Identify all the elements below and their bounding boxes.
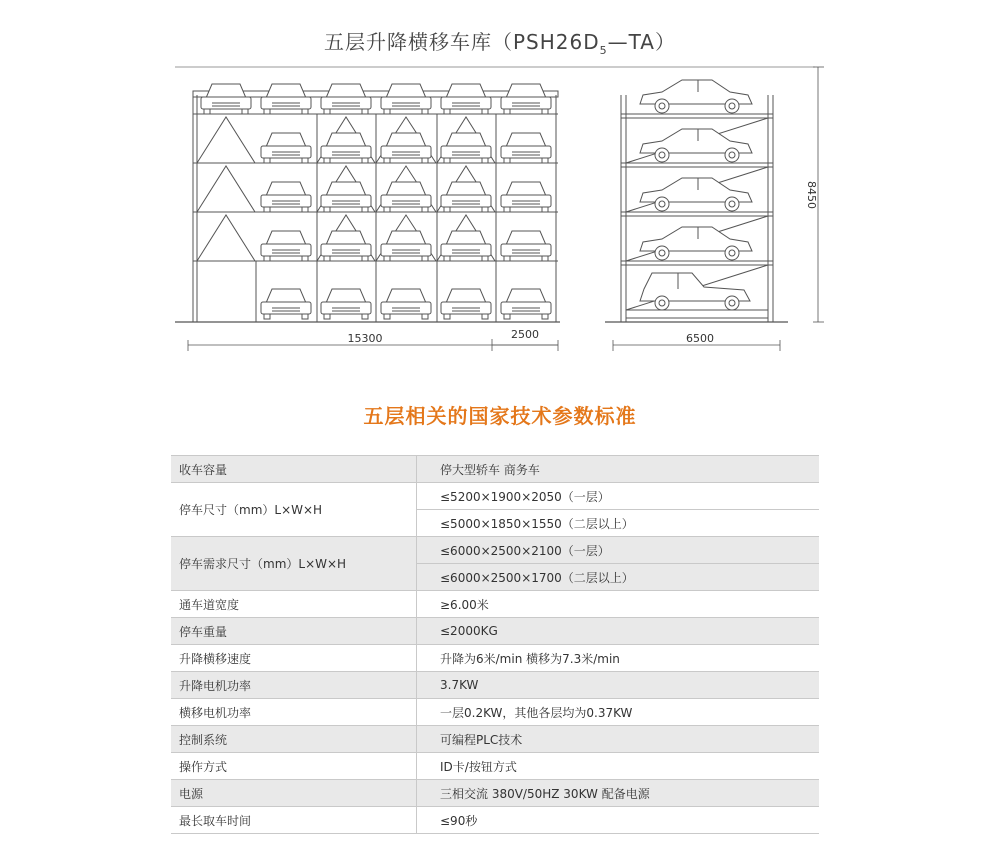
car-side-icon <box>640 129 752 162</box>
dim-total-width: 15300 <box>347 332 383 345</box>
spec-key: 操作方式 <box>171 753 417 780</box>
car-front-icon <box>321 289 371 319</box>
spec-value: ≤5000×1850×1550（二层以上） <box>417 510 820 537</box>
spec-key: 横移电机功率 <box>171 699 417 726</box>
car-front-icon <box>441 84 491 114</box>
car-front-icon <box>441 289 491 319</box>
spec-key: 停车需求尺寸（mm）L×W×H <box>171 537 417 591</box>
page-title <box>0 26 1000 57</box>
spec-key: 收车容量 <box>171 456 417 483</box>
dim-height: 8450 <box>805 181 818 209</box>
car-front-icon <box>441 133 491 163</box>
spec-key: 控制系统 <box>171 726 417 753</box>
spec-value: 三相交流 380V/50HZ 30KW 配备电源 <box>417 780 820 807</box>
spec-value: 升降为6米/min 横移为7.3米/min <box>417 645 820 672</box>
car-front-icon <box>261 231 311 261</box>
car-side-icon <box>640 273 750 310</box>
table-row <box>171 780 819 807</box>
spec-table <box>171 455 819 834</box>
car-front-icon <box>261 133 311 163</box>
spec-value: ≤5200×1900×2050（一层） <box>417 483 820 510</box>
spec-value: ≤90秒 <box>417 807 820 834</box>
car-front-icon <box>501 182 551 212</box>
table-row <box>171 645 819 672</box>
car-front-icon <box>321 231 371 261</box>
car-front-icon <box>441 182 491 212</box>
section-heading: 五层相关的国家技术参数标准 <box>363 404 637 428</box>
spec-value: ID卡/按钮方式 <box>417 753 820 780</box>
spec-value: ≤2000KG <box>417 618 820 645</box>
car-side-icon <box>640 178 752 211</box>
spec-key: 停车尺寸（mm）L×W×H <box>171 483 417 537</box>
car-front-icon <box>501 231 551 261</box>
car-front-icon <box>441 231 491 261</box>
table-row <box>171 591 819 618</box>
spec-key: 通车道宽度 <box>171 591 417 618</box>
car-front-icon <box>381 133 431 163</box>
car-front-icon <box>381 84 431 114</box>
car-front-icon <box>261 289 311 319</box>
spec-key: 升降横移速度 <box>171 645 417 672</box>
car-front-icon <box>321 182 371 212</box>
table-row <box>171 483 819 510</box>
car-side-icon <box>640 80 752 113</box>
car-front-icon <box>381 231 431 261</box>
table-row <box>171 807 819 834</box>
car-front-icon <box>321 84 371 114</box>
spec-value: 停大型轿车 商务车 <box>417 456 820 483</box>
title-subscript: 5 <box>599 44 608 57</box>
car-front-icon <box>201 84 251 114</box>
car-front-icon <box>261 84 311 114</box>
spec-value: ≤6000×2500×1700（二层以上） <box>417 564 820 591</box>
table-row <box>171 699 819 726</box>
car-front-icon <box>381 289 431 319</box>
table-row <box>171 618 819 645</box>
spec-value: 可编程PLC技术 <box>417 726 820 753</box>
title-end: —TA） <box>607 30 676 54</box>
table-row <box>171 672 819 699</box>
title-main: 五层升降横移车库（PSH26D <box>323 30 600 54</box>
table-row <box>171 456 819 483</box>
dim-depth: 6500 <box>686 332 714 345</box>
car-front-icon <box>381 182 431 212</box>
spec-key: 最长取车时间 <box>171 807 417 834</box>
spec-value: 一层0.2KW，其他各层均为0.37KW <box>417 699 820 726</box>
spec-key: 电源 <box>171 780 417 807</box>
spec-key: 停车重量 <box>171 618 417 645</box>
spec-value: 3.7KW <box>417 672 820 699</box>
garage-drawing <box>160 55 840 365</box>
spec-value: ≤6000×2500×2100（一层） <box>417 537 820 564</box>
table-row <box>171 753 819 780</box>
spec-value: ≥6.00米 <box>417 591 820 618</box>
spec-key: 升降电机功率 <box>171 672 417 699</box>
car-front-icon <box>261 182 311 212</box>
car-front-icon <box>501 84 551 114</box>
car-front-icon <box>501 289 551 319</box>
table-row <box>171 726 819 753</box>
car-front-icon <box>501 133 551 163</box>
table-row <box>171 537 819 564</box>
dim-bay-width: 2500 <box>511 328 539 341</box>
car-side-icon <box>640 227 752 260</box>
car-front-icon <box>321 133 371 163</box>
